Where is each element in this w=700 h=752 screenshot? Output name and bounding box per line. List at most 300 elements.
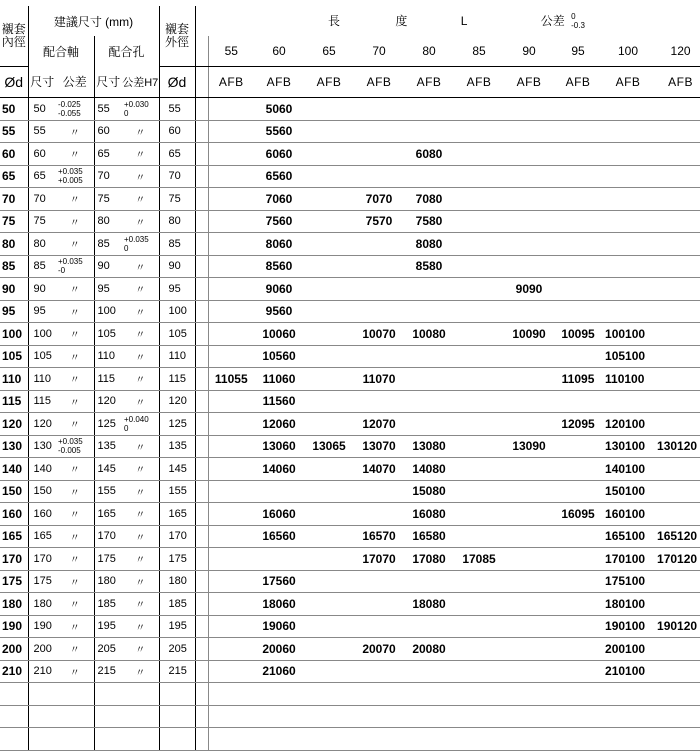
outer-diameter: 195 — [159, 615, 195, 638]
empty-cell — [28, 705, 56, 728]
empty-row — [0, 683, 700, 706]
length-col-100: 100 — [602, 36, 654, 67]
part-code-85 — [454, 525, 504, 548]
spacer-cell — [195, 503, 208, 526]
hole-tolerance-upper: +0.030 — [124, 99, 149, 109]
afb-label-65: AFB — [304, 67, 354, 98]
hole-size-label — [94, 67, 122, 98]
shaft-tolerance-values — [58, 257, 83, 275]
part-code-65 — [304, 458, 354, 481]
part-code-60: 6060 — [254, 143, 304, 166]
hole-tolerance-text: 公差H7 — [122, 76, 159, 89]
inner-diameter: 130 — [0, 435, 28, 458]
part-code-85 — [454, 458, 504, 481]
shaft-tolerance: 〃 — [56, 413, 94, 436]
part-code-80 — [404, 660, 454, 683]
part-code-90 — [504, 120, 554, 143]
hole-size: 95 — [94, 278, 122, 301]
empty-cell — [304, 683, 354, 706]
part-code-80 — [404, 120, 454, 143]
part-code-60: 8560 — [254, 255, 304, 278]
part-code-80: 20080 — [404, 638, 454, 661]
hole-size: 175 — [94, 548, 122, 571]
hole-size: 205 — [94, 638, 122, 661]
hole-tolerance: 〃 — [122, 165, 159, 188]
shaft-size-label — [28, 67, 56, 98]
part-code-95 — [554, 615, 602, 638]
shaft-size: 200 — [28, 638, 56, 661]
part-code-65 — [304, 255, 354, 278]
empty-cell — [404, 728, 454, 751]
hole-size: 100 — [94, 300, 122, 323]
spacer-cell — [195, 165, 208, 188]
hole-size: 125 — [94, 413, 122, 436]
part-code-70: 11070 — [354, 368, 404, 391]
part-code-80 — [404, 278, 454, 301]
part-code-70 — [354, 255, 404, 278]
part-code-70: 13070 — [354, 435, 404, 458]
table-row — [0, 143, 700, 166]
part-code-95 — [554, 233, 602, 256]
part-code-60: 5060 — [254, 98, 304, 121]
afb-label-55: AFB — [208, 67, 254, 98]
hole-tolerance-upper: +0.040 — [124, 414, 149, 424]
inner-diameter: 200 — [0, 638, 28, 661]
shaft-tolerance-upper: -0.025 — [58, 99, 81, 109]
shaft-tolerance-lower: -0.005 — [58, 446, 81, 456]
empty-cell — [208, 683, 254, 706]
empty-cell — [0, 728, 28, 751]
part-code-70 — [354, 390, 404, 413]
shaft-tolerance — [56, 255, 94, 278]
part-code-80 — [404, 300, 454, 323]
length-col-80: 80 — [404, 36, 454, 67]
bushing-spec-table — [0, 6, 700, 751]
part-code-65 — [304, 593, 354, 616]
outer-diameter: 105 — [159, 323, 195, 346]
hole-size: 80 — [94, 210, 122, 233]
part-code-55 — [208, 165, 254, 188]
part-code-85 — [454, 98, 504, 121]
part-code-55 — [208, 413, 254, 436]
hole-size: 180 — [94, 570, 122, 593]
part-code-90 — [504, 345, 554, 368]
shaft-size: 110 — [28, 368, 56, 391]
hole-tolerance: 〃 — [122, 390, 159, 413]
outer-diameter: 60 — [159, 120, 195, 143]
spacer-cell — [195, 593, 208, 616]
part-code-95 — [554, 593, 602, 616]
shaft-size: 90 — [28, 278, 56, 301]
part-code-90 — [504, 210, 554, 233]
afb-label-95: AFB — [554, 67, 602, 98]
part-code-100 — [602, 165, 654, 188]
part-code-85 — [454, 480, 504, 503]
hole-size: 165 — [94, 503, 122, 526]
spacer-cell — [195, 638, 208, 661]
part-code-65 — [304, 615, 354, 638]
part-code-80: 8580 — [404, 255, 454, 278]
part-code-90 — [504, 503, 554, 526]
part-code-95 — [554, 458, 602, 481]
part-code-100 — [602, 120, 654, 143]
table-row — [0, 503, 700, 526]
part-code-70: 14070 — [354, 458, 404, 481]
inner-diameter-text: 襯套內徑 — [1, 22, 26, 49]
shaft-tolerance: 〃 — [56, 480, 94, 503]
shaft-tolerance: 〃 — [56, 503, 94, 526]
part-code-60: 19060 — [254, 615, 304, 638]
part-code-95: 11095 — [554, 368, 602, 391]
shaft-tolerance-values — [58, 100, 81, 118]
inner-diameter: 50 — [0, 98, 28, 121]
part-code-80: 16580 — [404, 525, 454, 548]
table-row — [0, 660, 700, 683]
hole-tolerance: 〃 — [122, 548, 159, 571]
outer-diameter-label — [159, 6, 195, 67]
hole-tolerance — [122, 233, 159, 256]
empty-cell — [404, 705, 454, 728]
part-code-100 — [602, 233, 654, 256]
part-code-65 — [304, 300, 354, 323]
part-code-90 — [504, 458, 554, 481]
part-code-85 — [454, 323, 504, 346]
part-code-70 — [354, 120, 404, 143]
part-code-100: 165100 — [602, 525, 654, 548]
empty-cell — [654, 683, 700, 706]
part-code-90 — [504, 233, 554, 256]
part-code-120 — [654, 98, 700, 121]
part-code-55 — [208, 660, 254, 683]
table-row — [0, 525, 700, 548]
hole-tolerance: 〃 — [122, 458, 159, 481]
part-code-80: 7080 — [404, 188, 454, 211]
shaft-tolerance: 〃 — [56, 525, 94, 548]
part-code-120 — [654, 390, 700, 413]
part-code-95 — [554, 165, 602, 188]
part-code-60: 20060 — [254, 638, 304, 661]
part-code-120 — [654, 323, 700, 346]
part-code-120 — [654, 413, 700, 436]
outer-diameter: 80 — [159, 210, 195, 233]
part-code-95 — [554, 278, 602, 301]
part-code-65 — [304, 525, 354, 548]
part-code-85 — [454, 188, 504, 211]
part-code-60: 8060 — [254, 233, 304, 256]
hole-tolerance: 〃 — [122, 593, 159, 616]
part-code-60 — [254, 480, 304, 503]
inner-diameter: 110 — [0, 368, 28, 391]
part-code-120: 165120 — [654, 525, 700, 548]
inner-diameter: 65 — [0, 165, 28, 188]
inner-diameter: 160 — [0, 503, 28, 526]
afb-label-60: AFB — [254, 67, 304, 98]
part-code-60: 12060 — [254, 413, 304, 436]
part-code-95 — [554, 300, 602, 323]
part-code-60: 11060 — [254, 368, 304, 391]
part-code-80: 6080 — [404, 143, 454, 166]
part-code-95 — [554, 143, 602, 166]
recommended-size-label: 建議尺寸 (mm) — [28, 6, 159, 36]
outer-diameter: 115 — [159, 368, 195, 391]
part-code-85 — [454, 615, 504, 638]
empty-cell — [654, 728, 700, 751]
hole-size: 115 — [94, 368, 122, 391]
outer-diameter: 165 — [159, 503, 195, 526]
part-code-85 — [454, 120, 504, 143]
shaft-tolerance-upper: +0.035 — [58, 257, 83, 267]
spacer-cell — [195, 300, 208, 323]
hole-size: 55 — [94, 98, 122, 121]
outer-diameter: 175 — [159, 548, 195, 571]
part-code-100 — [602, 278, 654, 301]
shaft-size: 140 — [28, 458, 56, 481]
hole-size: 60 — [94, 120, 122, 143]
shaft-tolerance: 〃 — [56, 323, 94, 346]
part-code-65 — [304, 548, 354, 571]
shaft-tolerance: 〃 — [56, 390, 94, 413]
part-code-95 — [554, 390, 602, 413]
part-code-65 — [304, 188, 354, 211]
part-code-65 — [304, 390, 354, 413]
length-tolerance-label: 公差 — [540, 13, 565, 28]
empty-cell — [94, 728, 122, 751]
part-code-100: 105100 — [602, 345, 654, 368]
part-code-80: 18080 — [404, 593, 454, 616]
table-row — [0, 278, 700, 301]
part-code-85 — [454, 345, 504, 368]
part-code-60: 14060 — [254, 458, 304, 481]
hole-tolerance: 〃 — [122, 255, 159, 278]
part-code-120 — [654, 210, 700, 233]
part-code-55 — [208, 345, 254, 368]
part-code-95 — [554, 210, 602, 233]
empty-cell — [94, 705, 122, 728]
part-code-55 — [208, 300, 254, 323]
empty-cell — [304, 728, 354, 751]
shaft-tolerance: 〃 — [56, 615, 94, 638]
shaft-tolerance: 〃 — [56, 120, 94, 143]
spacer-cell — [195, 435, 208, 458]
part-code-90 — [504, 615, 554, 638]
part-code-100: 200100 — [602, 638, 654, 661]
hole-tolerance — [122, 413, 159, 436]
empty-cell — [654, 705, 700, 728]
part-code-100 — [602, 255, 654, 278]
outer-diameter: 155 — [159, 480, 195, 503]
part-code-70: 7070 — [354, 188, 404, 211]
inner-diameter: 90 — [0, 278, 28, 301]
part-code-70 — [354, 165, 404, 188]
part-code-100: 100100 — [602, 323, 654, 346]
table-row — [0, 548, 700, 571]
part-code-55 — [208, 548, 254, 571]
spacer-cell — [195, 390, 208, 413]
hole-tolerance-label — [122, 67, 159, 98]
part-code-80 — [404, 570, 454, 593]
part-code-120 — [654, 120, 700, 143]
part-code-55 — [208, 503, 254, 526]
part-code-95: 16095 — [554, 503, 602, 526]
part-code-55 — [208, 120, 254, 143]
outer-diameter: 205 — [159, 638, 195, 661]
part-code-120 — [654, 570, 700, 593]
shaft-size: 210 — [28, 660, 56, 683]
part-code-70: 16570 — [354, 525, 404, 548]
shaft-size: 100 — [28, 323, 56, 346]
table-row — [0, 233, 700, 256]
shaft-size: 165 — [28, 525, 56, 548]
length-col-55: 55 — [208, 36, 254, 67]
shaft-size-text: 尺寸 — [30, 75, 55, 90]
outer-diameter: 70 — [159, 165, 195, 188]
part-code-85: 17085 — [454, 548, 504, 571]
inner-diameter: 60 — [0, 143, 28, 166]
table-row — [0, 210, 700, 233]
hole-size: 195 — [94, 615, 122, 638]
part-code-65 — [304, 165, 354, 188]
part-code-80: 10080 — [404, 323, 454, 346]
part-code-100: 110100 — [602, 368, 654, 391]
part-code-95 — [554, 435, 602, 458]
inner-od-symbol: Ød — [0, 67, 28, 98]
empty-cell — [454, 705, 504, 728]
part-code-95 — [554, 345, 602, 368]
part-code-80 — [404, 98, 454, 121]
shaft-size: 105 — [28, 345, 56, 368]
hole-tolerance: 〃 — [122, 188, 159, 211]
shaft-tolerance: 〃 — [56, 638, 94, 661]
empty-cell — [602, 705, 654, 728]
part-code-55 — [208, 480, 254, 503]
hole-size: 85 — [94, 233, 122, 256]
part-code-120 — [654, 233, 700, 256]
table-row — [0, 345, 700, 368]
part-code-60: 11560 — [254, 390, 304, 413]
table-row — [0, 413, 700, 436]
hole-tolerance: 〃 — [122, 570, 159, 593]
spacer-cell — [195, 570, 208, 593]
part-code-80 — [404, 413, 454, 436]
part-code-120 — [654, 368, 700, 391]
part-code-65 — [304, 323, 354, 346]
part-code-65 — [304, 120, 354, 143]
shaft-tolerance-lower: -0 — [58, 266, 66, 276]
part-code-85 — [454, 210, 504, 233]
table-row — [0, 390, 700, 413]
empty-cell — [354, 683, 404, 706]
part-code-55 — [208, 390, 254, 413]
hole-size: 105 — [94, 323, 122, 346]
part-code-65 — [304, 660, 354, 683]
part-code-80: 8080 — [404, 233, 454, 256]
part-code-100: 180100 — [602, 593, 654, 616]
part-code-70 — [354, 593, 404, 616]
length-col-70: 70 — [354, 36, 404, 67]
length-col-65: 65 — [304, 36, 354, 67]
empty-cell — [504, 705, 554, 728]
part-code-85 — [454, 368, 504, 391]
length-tolerance-upper: 0 — [571, 12, 576, 22]
hole-size: 170 — [94, 525, 122, 548]
part-code-55 — [208, 593, 254, 616]
part-code-100: 130100 — [602, 435, 654, 458]
shaft-tolerance: 〃 — [56, 368, 94, 391]
spacer-cell — [195, 278, 208, 301]
inner-diameter: 150 — [0, 480, 28, 503]
empty-cell — [195, 728, 208, 751]
hole-tolerance: 〃 — [122, 323, 159, 346]
empty-cell — [554, 705, 602, 728]
empty-cell — [602, 728, 654, 751]
hole-tolerance — [122, 98, 159, 121]
spacer-cell — [195, 345, 208, 368]
empty-cell — [554, 728, 602, 751]
empty-row — [0, 705, 700, 728]
empty-cell — [195, 705, 208, 728]
part-code-90 — [504, 570, 554, 593]
hole-tolerance-values — [124, 415, 149, 433]
part-code-95 — [554, 548, 602, 571]
part-code-95 — [554, 188, 602, 211]
part-code-85 — [454, 233, 504, 256]
table-row — [0, 593, 700, 616]
outer-diameter: 65 — [159, 143, 195, 166]
part-code-100: 175100 — [602, 570, 654, 593]
afb-label-90: AFB — [504, 67, 554, 98]
spacer-cell — [195, 233, 208, 256]
empty-cell — [122, 705, 159, 728]
shaft-size: 120 — [28, 413, 56, 436]
part-code-85 — [454, 413, 504, 436]
inner-diameter: 95 — [0, 300, 28, 323]
part-code-70 — [354, 615, 404, 638]
part-code-55 — [208, 615, 254, 638]
part-code-55 — [208, 323, 254, 346]
part-code-100 — [602, 300, 654, 323]
shaft-tolerance: 〃 — [56, 210, 94, 233]
inner-diameter: 115 — [0, 390, 28, 413]
outer-diameter: 135 — [159, 435, 195, 458]
outer-diameter: 185 — [159, 593, 195, 616]
part-code-85 — [454, 300, 504, 323]
table-row — [0, 120, 700, 143]
shaft-size: 60 — [28, 143, 56, 166]
shaft-tolerance-values — [58, 167, 83, 185]
length-col-120: 120 — [654, 36, 700, 67]
part-code-90 — [504, 143, 554, 166]
part-code-90: 10090 — [504, 323, 554, 346]
part-code-60: 17560 — [254, 570, 304, 593]
part-code-95 — [554, 120, 602, 143]
part-code-90 — [504, 525, 554, 548]
hole-tolerance-upper: +0.035 — [124, 234, 149, 244]
part-code-95 — [554, 525, 602, 548]
afb-label-70: AFB — [354, 67, 404, 98]
spacer-cell — [195, 210, 208, 233]
spacer-cell — [195, 143, 208, 166]
shaft-size: 55 — [28, 120, 56, 143]
inner-diameter: 105 — [0, 345, 28, 368]
shaft-size: 65 — [28, 165, 56, 188]
hole-tolerance: 〃 — [122, 615, 159, 638]
shaft-tolerance-text: 公差 — [62, 75, 87, 90]
table-row — [0, 98, 700, 121]
table-row — [0, 323, 700, 346]
spacer-cell — [195, 98, 208, 121]
part-code-90: 9090 — [504, 278, 554, 301]
hole-tolerance: 〃 — [122, 638, 159, 661]
